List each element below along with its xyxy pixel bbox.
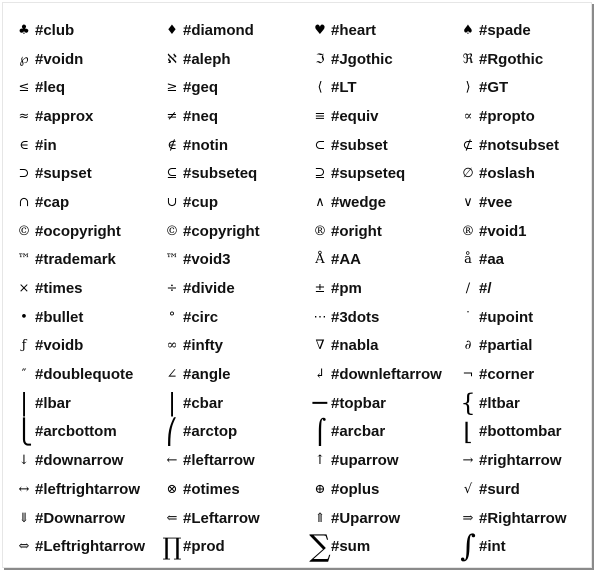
symbol-glyph: ⇒ — [462, 510, 474, 526]
symbol-entry — [299, 418, 447, 447]
symbol-glyph: ⟩ — [465, 80, 471, 96]
symbol-entry — [3, 45, 151, 74]
symbol-code: #approx — [35, 107, 94, 125]
symbol-entry — [3, 446, 151, 475]
symbol-glyph: ″ — [21, 367, 27, 383]
symbol-entry — [3, 475, 151, 504]
symbol-entry — [299, 475, 447, 504]
symbol-code: #equiv — [331, 107, 379, 125]
symbol-code: #oslash — [479, 165, 535, 183]
symbol-entry — [447, 102, 593, 131]
symbol-code: #ocopyright — [35, 222, 121, 240]
symbol-code: #arcbottom — [35, 423, 117, 441]
symbol-entry — [299, 188, 447, 217]
symbol-code: #Leftrightarrow — [35, 538, 146, 556]
symbol-entry — [3, 389, 151, 418]
symbol-code: #LT — [331, 79, 357, 97]
symbol-glyph: ⊃ — [18, 166, 30, 182]
symbol-code: #/ — [479, 280, 492, 298]
symbol-glyph: { — [460, 389, 476, 418]
symbol-entry — [3, 332, 151, 361]
symbol-entry — [151, 73, 299, 102]
symbol-glyph: Å — [315, 252, 325, 268]
symbol-entry — [299, 274, 447, 303]
symbol-code: #downarrow — [35, 452, 124, 470]
symbol-glyph: ® — [313, 223, 327, 239]
symbol-glyph: / — [465, 281, 471, 297]
symbol-entry — [447, 159, 593, 188]
symbol-glyph: ♦ — [166, 22, 178, 38]
symbol-code: #Downarrow — [35, 509, 126, 527]
symbol-entry — [151, 475, 299, 504]
symbol-glyph: ∞ — [166, 338, 178, 354]
symbol-code: #upoint — [479, 308, 534, 326]
symbol-glyph: ∏ — [162, 532, 182, 561]
symbol-code: #infty — [183, 337, 224, 355]
symbol-entry — [299, 389, 447, 418]
symbol-entry — [447, 332, 593, 361]
symbol-entry — [151, 332, 299, 361]
symbol-code: #angle — [183, 366, 231, 384]
symbol-glyph: ™ — [165, 252, 179, 268]
symbol-code: #uparrow — [331, 452, 399, 470]
symbol-entry — [447, 303, 593, 332]
symbol-entry — [151, 446, 299, 475]
symbol-entry — [151, 532, 299, 561]
symbol-glyph: ↑ — [314, 453, 326, 469]
symbol-glyph: ™ — [17, 252, 31, 268]
symbol-entry — [299, 217, 447, 246]
symbol-glyph: ♣ — [18, 22, 30, 38]
symbol-glyph: ⇔ — [18, 539, 30, 555]
symbol-code: #circ — [183, 308, 219, 326]
symbol-entry — [447, 475, 593, 504]
symbol-glyph: ∂ — [464, 338, 472, 354]
symbol-code: #lbar — [35, 394, 71, 412]
symbol-glyph: ≡ — [314, 108, 326, 124]
symbol-code: #surd — [479, 480, 520, 498]
symbol-code: #in — [35, 136, 57, 154]
symbol-entry — [151, 188, 299, 217]
symbol-code: #partial — [479, 337, 533, 355]
symbol-entry — [151, 16, 299, 45]
symbol-glyph: × — [18, 281, 30, 297]
symbol-entry — [151, 131, 299, 160]
symbol-code: #subset — [331, 136, 388, 154]
symbol-entry — [151, 303, 299, 332]
symbol-code: #club — [35, 21, 75, 39]
symbol-code: #Uparrow — [331, 509, 401, 527]
symbol-glyph: | — [167, 389, 177, 418]
symbol-entry — [447, 529, 593, 565]
symbol-glyph: ℜ — [462, 51, 474, 67]
symbol-glyph: ⊂ — [314, 137, 326, 153]
symbol-entry — [299, 529, 447, 565]
symbol-code: #oplus — [331, 480, 380, 498]
symbol-glyph: ↓ — [18, 453, 30, 469]
symbol-entry — [151, 217, 299, 246]
symbol-glyph: ⇐ — [166, 510, 178, 526]
symbol-glyph: ∨ — [463, 194, 473, 210]
symbol-glyph: ℑ — [315, 51, 325, 67]
symbol-entry — [447, 217, 593, 246]
symbol-code: #cbar — [183, 394, 224, 412]
symbol-glyph: å — [464, 252, 472, 268]
symbol-glyph: ∫ — [460, 529, 476, 565]
symbol-glyph: ℘ — [19, 51, 29, 67]
symbol-code: #sum — [331, 538, 371, 556]
symbol-code: #notin — [183, 136, 228, 154]
symbol-code: #3dots — [331, 308, 380, 326]
symbol-code: #topbar — [331, 394, 387, 412]
symbol-entry — [299, 446, 447, 475]
symbol-code: #propto — [479, 107, 535, 125]
symbol-glyph: ∇ — [315, 338, 325, 354]
symbol-glyph: ⊆ — [166, 166, 178, 182]
symbol-entry — [447, 389, 593, 418]
symbol-glyph: ⟨ — [317, 80, 323, 96]
symbol-glyph: ¬ — [462, 367, 474, 383]
symbol-entry — [447, 504, 593, 533]
symbol-glyph: • — [20, 309, 28, 325]
symbol-glyph: ∉ — [167, 137, 177, 153]
symbol-glyph: ─ — [312, 389, 328, 418]
symbol-code: #bullet — [35, 308, 84, 326]
symbol-glyph: ⇓ — [18, 510, 30, 526]
symbol-entry — [151, 102, 299, 131]
symbol-glyph: ° — [168, 309, 176, 325]
symbol-entry — [3, 73, 151, 102]
symbol-glyph: ⋯ — [313, 309, 327, 325]
symbol-entry — [447, 188, 593, 217]
symbol-glyph: → — [462, 453, 474, 469]
symbol-entry — [151, 418, 299, 447]
symbol-entry — [3, 159, 151, 188]
symbol-code: #spade — [479, 21, 531, 39]
symbol-entry — [299, 73, 447, 102]
symbol-code: #trademark — [35, 251, 116, 269]
symbol-glyph: ♥ — [314, 22, 326, 38]
symbol-code: #leftrightarrow — [35, 480, 141, 498]
symbol-glyph: ⎩ — [15, 417, 33, 446]
symbol-glyph: ⊄ — [462, 137, 474, 153]
symbol-entry — [3, 217, 151, 246]
symbol-glyph: ∪ — [166, 194, 178, 210]
symbol-entry — [3, 188, 151, 217]
symbol-glyph: ⌠ — [313, 417, 327, 446]
symbol-entry — [3, 532, 151, 561]
symbol-entry — [151, 246, 299, 275]
symbol-entry — [3, 418, 151, 447]
symbol-entry — [3, 504, 151, 533]
symbol-entry — [447, 418, 593, 447]
symbol-code: #downleftarrow — [331, 366, 442, 384]
symbol-code: #voidb — [35, 337, 84, 355]
symbol-glyph: ↔ — [18, 481, 30, 497]
symbol-code: #leq — [35, 79, 66, 97]
symbol-code: #supseteq — [331, 165, 406, 183]
symbol-code: #aleph — [183, 50, 231, 68]
symbol-glyph: ƒ — [21, 338, 27, 354]
symbol-code: #supset — [35, 165, 92, 183]
symbol-glyph: ∑ — [309, 529, 331, 565]
symbol-code: #Leftarrow — [183, 509, 260, 527]
symbol-entry — [447, 274, 593, 303]
symbol-glyph: √ — [463, 481, 473, 497]
symbol-code: #prod — [183, 538, 225, 556]
symbol-glyph: ∝ — [463, 108, 473, 124]
symbol-entry — [3, 246, 151, 275]
symbol-table-frame — [2, 2, 592, 568]
symbol-code: #void3 — [183, 251, 231, 269]
symbol-glyph: ≤ — [18, 80, 30, 96]
symbol-code: #otimes — [183, 480, 240, 498]
symbol-code: #leftarrow — [183, 452, 255, 470]
symbol-glyph: ⎛ — [166, 417, 178, 446]
symbol-entry — [3, 131, 151, 160]
symbol-code: #heart — [331, 21, 377, 39]
symbol-entry — [447, 446, 593, 475]
symbol-code: #vee — [479, 193, 513, 211]
symbol-code: #neq — [183, 107, 219, 125]
symbol-entry — [299, 102, 447, 131]
symbol-code: #Rgothic — [479, 50, 544, 68]
symbol-code: #arcbar — [331, 423, 386, 441]
symbol-code: #void1 — [479, 222, 527, 240]
symbol-entry — [3, 303, 151, 332]
symbol-code: #geq — [183, 79, 219, 97]
symbol-entry — [3, 360, 151, 389]
symbol-entry — [299, 16, 447, 45]
symbol-entry — [3, 274, 151, 303]
symbol-glyph: ˙ — [464, 309, 472, 325]
symbol-code: #cap — [35, 193, 70, 211]
symbol-code: #nabla — [331, 337, 379, 355]
symbol-glyph: ⊕ — [314, 481, 326, 497]
symbol-glyph: ® — [461, 223, 475, 239]
symbol-code: #corner — [479, 366, 535, 384]
symbol-code: #Rightarrow — [479, 509, 567, 527]
symbol-code: #bottombar — [479, 423, 562, 441]
symbol-entry — [151, 274, 299, 303]
symbol-code: #oright — [331, 222, 382, 240]
symbol-entry — [151, 360, 299, 389]
symbol-entry — [447, 131, 593, 160]
symbol-entry — [447, 45, 593, 74]
symbol-glyph: ∠ — [166, 367, 178, 383]
symbol-code: #copyright — [183, 222, 260, 240]
symbol-code: #ltbar — [479, 394, 520, 412]
symbol-code: #subseteq — [183, 165, 258, 183]
symbol-code: #AA — [331, 251, 362, 269]
symbol-code: #voidn — [35, 50, 84, 68]
symbol-glyph: ≠ — [166, 108, 178, 124]
symbol-entry — [447, 16, 593, 45]
symbol-glyph: ∈ — [19, 137, 29, 153]
symbol-glyph: ← — [166, 453, 178, 469]
symbol-code: #pm — [331, 280, 362, 298]
symbol-glyph: ≥ — [166, 80, 178, 96]
symbol-glyph: ⌊ — [463, 417, 473, 446]
symbol-glyph: ⊇ — [314, 166, 326, 182]
symbol-glyph: ∧ — [315, 194, 325, 210]
symbol-glyph: ≈ — [18, 108, 30, 124]
symbol-grid — [3, 16, 593, 565]
symbol-glyph: ↲ — [314, 367, 326, 383]
symbol-entry — [447, 73, 593, 102]
symbol-entry — [299, 504, 447, 533]
symbol-glyph: ♠ — [462, 22, 474, 38]
symbol-glyph: ± — [314, 281, 326, 297]
symbol-entry — [151, 389, 299, 418]
symbol-code: #Jgothic — [331, 50, 393, 68]
symbol-glyph: ∅ — [462, 166, 474, 182]
symbol-entry — [3, 102, 151, 131]
symbol-code: #diamond — [183, 21, 254, 39]
symbol-code: #aa — [479, 251, 505, 269]
symbol-code: #doublequote — [35, 366, 134, 384]
symbol-code: #wedge — [331, 193, 387, 211]
symbol-entry — [299, 303, 447, 332]
symbol-code: #rightarrow — [479, 452, 562, 470]
symbol-code: #cup — [183, 193, 219, 211]
symbol-entry — [3, 16, 151, 45]
symbol-glyph: © — [17, 223, 31, 239]
symbol-glyph: ÷ — [166, 281, 178, 297]
symbol-glyph: | — [19, 389, 29, 418]
symbol-entry — [299, 360, 447, 389]
symbol-code: #int — [479, 538, 506, 556]
symbol-entry — [299, 131, 447, 160]
symbol-glyph: ⇑ — [314, 510, 326, 526]
symbol-glyph: ℵ — [167, 51, 177, 67]
symbol-code: #divide — [183, 280, 235, 298]
symbol-entry — [299, 332, 447, 361]
symbol-entry — [151, 159, 299, 188]
symbol-code: #GT — [479, 79, 509, 97]
symbol-glyph: © — [165, 223, 179, 239]
symbol-entry — [299, 45, 447, 74]
symbol-code: #notsubset — [479, 136, 560, 154]
symbol-glyph: ⊗ — [166, 481, 178, 497]
symbol-entry — [447, 246, 593, 275]
symbol-entry — [151, 45, 299, 74]
symbol-entry — [299, 246, 447, 275]
symbol-code: #times — [35, 280, 83, 298]
symbol-code: #arctop — [183, 423, 238, 441]
symbol-entry — [447, 360, 593, 389]
symbol-entry — [151, 504, 299, 533]
symbol-entry — [299, 159, 447, 188]
symbol-glyph: ∩ — [18, 194, 30, 210]
